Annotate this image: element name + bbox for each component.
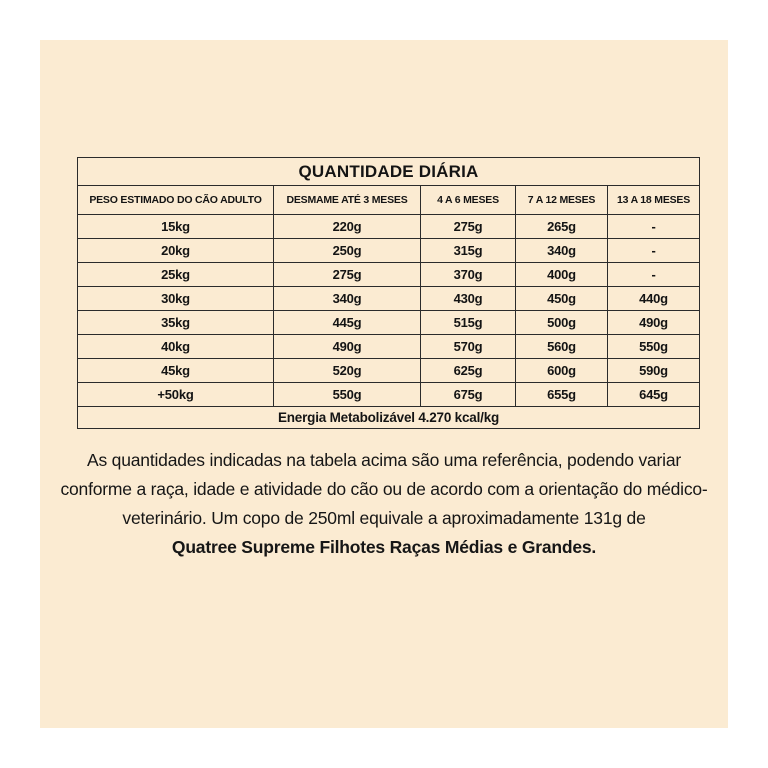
amount-cell: 340g: [274, 287, 421, 311]
amount-cell: 645g: [608, 383, 700, 407]
product-name: Quatree Supreme Filhotes Raças Médias e Grandes.: [171, 537, 597, 557]
amount-cell: 515g: [421, 311, 516, 335]
amount-cell: 445g: [274, 311, 421, 335]
table-row: [78, 359, 700, 383]
amount-cell: 275g: [421, 215, 516, 239]
column-header-weaning: DESMAME ATÉ 3 MESES: [274, 186, 421, 215]
amount-cell: 275g: [274, 263, 421, 287]
amount-cell: 265g: [516, 215, 608, 239]
amount-cell: 550g: [274, 383, 421, 407]
amount-cell: 675g: [421, 383, 516, 407]
weight-cell: 30kg: [78, 287, 274, 311]
weight-cell: 45kg: [78, 359, 274, 383]
weight-cell: 35kg: [78, 311, 274, 335]
table-row: [78, 287, 700, 311]
table-title-row: [78, 158, 700, 186]
column-header-4-6-months: 4 A 6 MESES: [421, 186, 516, 215]
table-row: [78, 335, 700, 359]
amount-cell: 400g: [516, 263, 608, 287]
amount-cell: 250g: [274, 239, 421, 263]
weight-cell: +50kg: [78, 383, 274, 407]
amount-cell: 220g: [274, 215, 421, 239]
amount-cell: 600g: [516, 359, 608, 383]
column-header-13-18-months: 13 A 18 MESES: [608, 186, 700, 215]
feeding-note-text: As quantidades indicadas na tabela acima são uma referência, podendo variar conforme a raça, idade e atividade do cão ou de acordo com a orientação do médico-veterinário. Um copo de 250ml equivale a aproximadamente 131g de: [60, 450, 708, 528]
amount-cell: -: [608, 215, 700, 239]
amount-cell: 590g: [608, 359, 700, 383]
table-row: [78, 215, 700, 239]
amount-cell: -: [608, 263, 700, 287]
amount-cell: 490g: [274, 335, 421, 359]
table-row: [78, 239, 700, 263]
table-row: [78, 263, 700, 287]
amount-cell: 340g: [516, 239, 608, 263]
feeding-note: [60, 446, 708, 562]
table-row: [78, 383, 700, 407]
weight-cell: 25kg: [78, 263, 274, 287]
weight-cell: 20kg: [78, 239, 274, 263]
table-row: [78, 311, 700, 335]
table-header-row: [78, 186, 700, 215]
amount-cell: 570g: [421, 335, 516, 359]
amount-cell: 550g: [608, 335, 700, 359]
metabolizable-energy: Energia Metabolizável 4.270 kcal/kg: [78, 407, 700, 429]
amount-cell: 560g: [516, 335, 608, 359]
amount-cell: 430g: [421, 287, 516, 311]
label-sheet: [40, 40, 728, 728]
amount-cell: 370g: [421, 263, 516, 287]
table-title: QUANTIDADE DIÁRIA: [78, 158, 700, 186]
weight-cell: 15kg: [78, 215, 274, 239]
amount-cell: 500g: [516, 311, 608, 335]
amount-cell: 490g: [608, 311, 700, 335]
table-footer-row: [78, 407, 700, 429]
daily-quantity-table: [77, 157, 700, 429]
amount-cell: 520g: [274, 359, 421, 383]
amount-cell: 440g: [608, 287, 700, 311]
amount-cell: 625g: [421, 359, 516, 383]
amount-cell: 450g: [516, 287, 608, 311]
weight-cell: 40kg: [78, 335, 274, 359]
amount-cell: 655g: [516, 383, 608, 407]
column-header-7-12-months: 7 A 12 MESES: [516, 186, 608, 215]
amount-cell: -: [608, 239, 700, 263]
amount-cell: 315g: [421, 239, 516, 263]
column-header-weight: PESO ESTIMADO DO CÃO ADULTO: [78, 186, 274, 215]
